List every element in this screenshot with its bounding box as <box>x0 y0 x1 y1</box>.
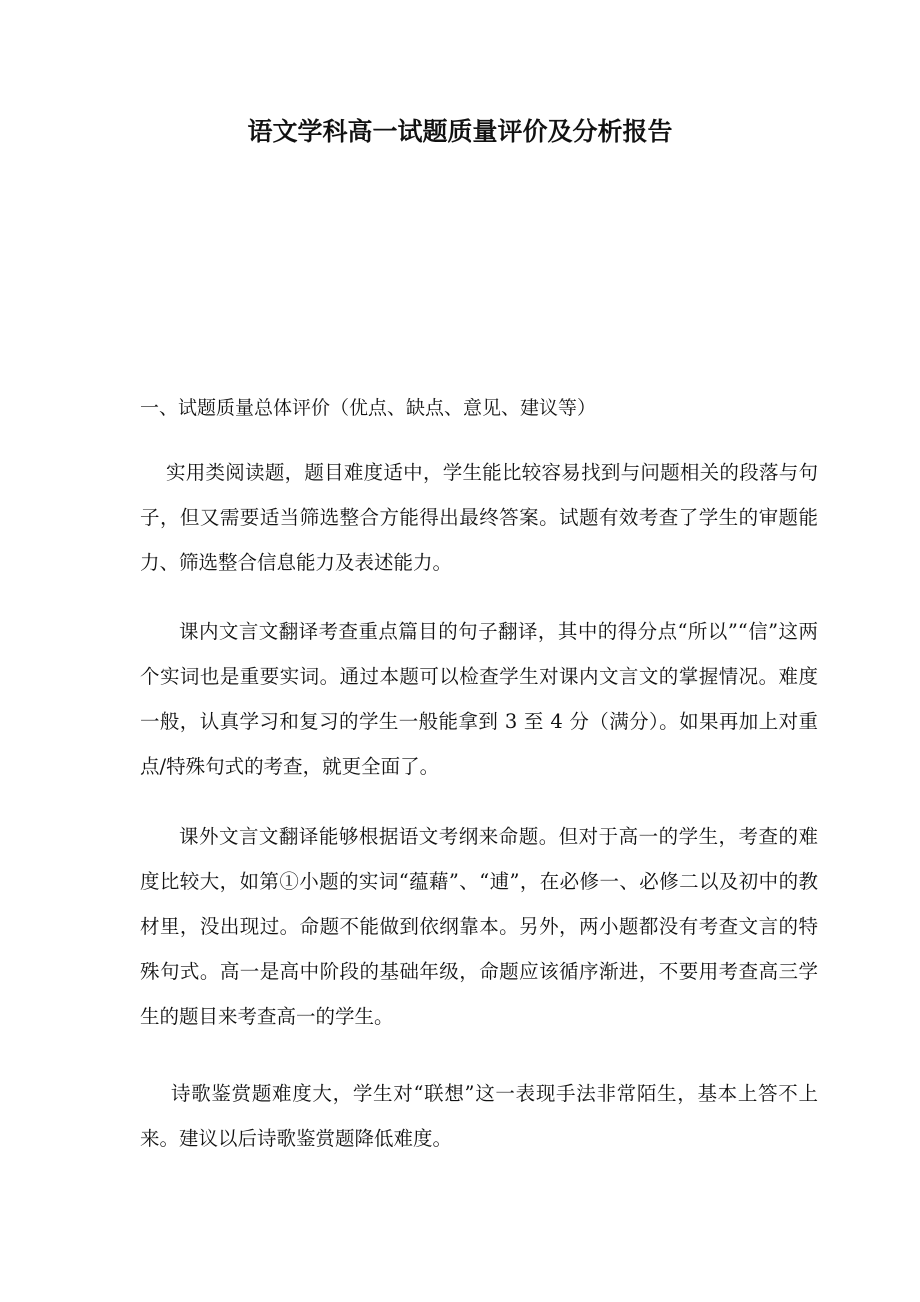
paragraph-practical-reading: 实用类阅读题，题目难度适中，学生能比较容易找到与问题相关的段落与句子，但又需要适当筛选整合方能得出最终答案。试题有效考查了学生的审题能力、筛选整合信息能力及表述能力。 <box>140 461 818 574</box>
section-heading: 一、试题质量总体评价（优点、缺点、意见、建议等） <box>140 397 597 419</box>
paragraph-poetry-appreciation: 诗歌鉴赏题难度大，学生对“联想”这一表现手法非常陌生，基本上答不上来。建议以后诗歌鉴赏题降低难度。 <box>140 1082 818 1150</box>
document-title: 语文学科高一试题质量评价及分析报告 <box>247 117 673 146</box>
paragraph-in-class-classical-chinese: 课内文言文翻译考查重点篇目的句子翻译，其中的得分点“所以”“信”这两个实词也是重要实词。通过本题可以检查学生对课内文言文的掌握情况。难度一般，认真学习和复习的学生一般能拿到 3 至 4 分（满分）。如果再加上对重点/特殊句式的考查，就更全面了。 <box>140 620 818 778</box>
paragraph-extracurricular-classical-chinese: 课外文言文翻译能够根据语文考纲来命题。但对于高一的学生，考查的难度比较大，如第①小题的实词“蕴藉”、“逋”，在必修一、必修二以及初中的教材里，没出现过。命题不能做到依纲靠本。另外，两小题都没有考查文言的特殊句式。高一是高中阶段的基础年级，命题应该循序渐进，不要用考查高三学生的题目来考查高一的学生。 <box>140 825 818 1028</box>
